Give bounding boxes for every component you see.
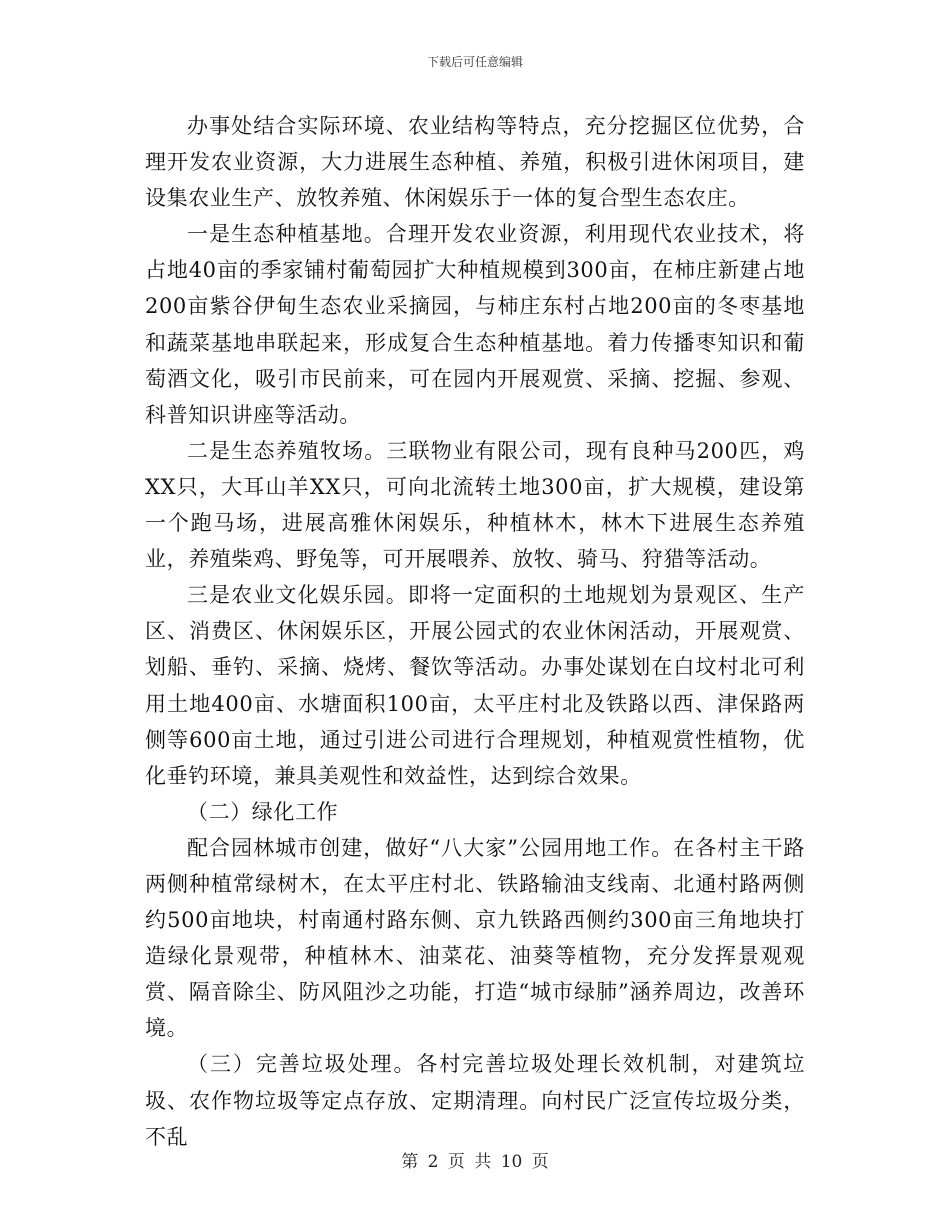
paragraph-culture-park: 三是农业文化娱乐园。即将一定面积的土地规划为景观区、生产区、消费区、休闲娱乐区，开展公园式的农业休闲活动，开展观赏、划船、垂钓、采摘、烧烤、餐饮等活动。办事处谋划在白坟村北可利用土地400亩、水塘面积100亩，太平庄村北及铁路以西、津保路两侧等600亩土地，通过引进公司进行合理规划，种植观赏性植物，优化垂钓环境，兼具美观性和效益性，达到综合效果。 (145, 583, 805, 788)
section-heading-greening: （二）绿化工作 (187, 799, 339, 824)
paragraph-planting-base: 一是生态种植基地。合理开发农业资源，利用现代农业技术，将占地40亩的季家铺村葡萄园扩大种植规模到300亩，在柿庄新建占地200亩紫谷伊甸生态农业采摘园，与柿庄东村占地200亩的冬枣基地和蔬菜基地串联起来，形成复合生态种植基地。着力传播枣知识和葡萄酒文化，吸引市民前来，可在园内开展观赏、采摘、挖掘、参观、科普知识讲座等活动。 (145, 222, 805, 427)
page-header: 下载后可任意编辑 (426, 55, 523, 69)
paragraph-garbage: （三）完善垃圾处理。各村完善垃圾处理长效机制，对建筑垃圾、农作物垃圾等定点存放、定期清理。向村民广泛宣传垃圾分类，不乱 (145, 1052, 805, 1149)
paragraph-intro: 办事处结合实际环境、农业结构等特点，充分挖掘区位优势，合理开发农业资源，大力进展生态种植、养殖，积极引进休闲项目，建设集农业生产、放牧养殖、休闲娱乐于一体的复合型生态农庄。 (145, 114, 805, 211)
page-number: 第 2 页 共 10 页 (401, 1152, 549, 1172)
paragraph-greening: 配合园林城市创建，做好“八大家”公园用地工作。在各村主干路两侧种植常绿树木，在太平庄村北、铁路输油支线南、北通村路两侧约500亩地块，村南通村路东侧、京九铁路西侧约300亩三角地块打造绿化景观带，种植林木、油菜花、油葵等植物，充分发挥景观观赏、隔音除尘、防风阻沙之功能，打造“城市绿肺”涵养周边，改善环境。 (145, 835, 805, 1041)
paragraph-breeding-ranch: 二是生态养殖牧场。三联物业有限公司，现有良种马200匹，鸡XX只，大耳山羊XX只，可向北流转土地300亩，扩大规模，建设第一个跑马场，进展高雅休闲娱乐，种植林木，林木下进展生态养殖业，养殖柴鸡、野兔等，可开展喂养、放牧、骑马、狩猎等活动。 (145, 438, 805, 572)
document-body (145, 108, 805, 1155)
